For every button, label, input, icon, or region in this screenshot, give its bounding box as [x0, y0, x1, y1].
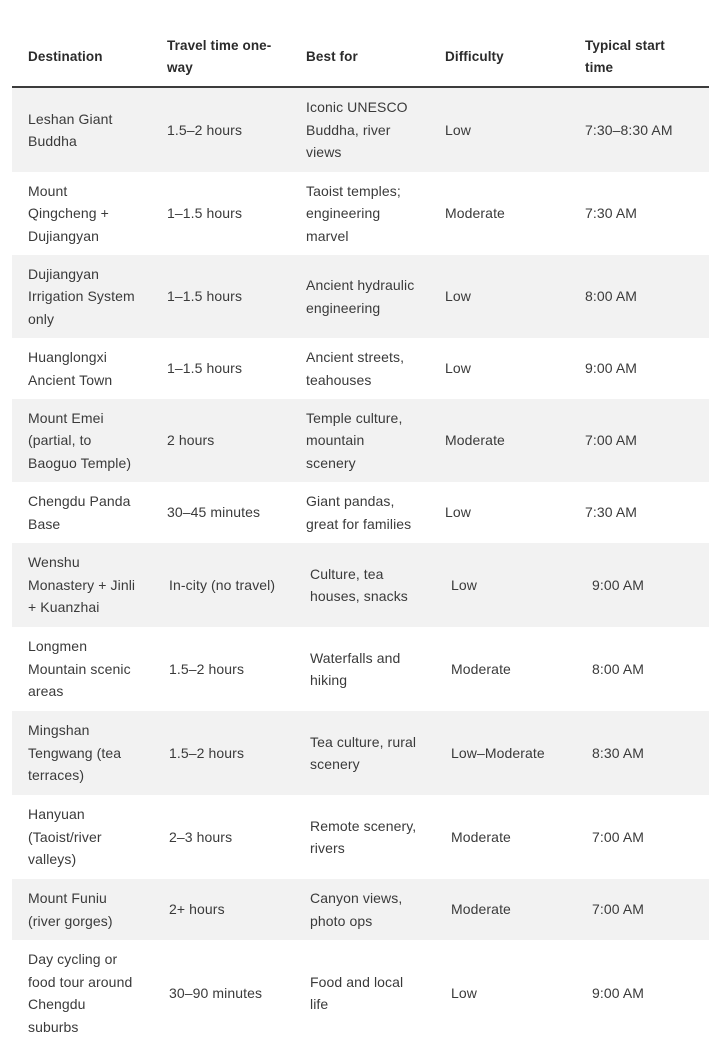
header-difficulty: Difficulty: [445, 49, 504, 64]
table-header-row: [12, 28, 709, 88]
cell-difficulty: Low: [451, 984, 477, 1001]
cell-travel-time: 1.5–2 hours: [169, 744, 245, 761]
cell-destination: Huanglongxi Ancient Town: [28, 349, 113, 388]
cell-destination: Mount Funiu (river gorges): [28, 890, 113, 929]
cell-travel-time: 1–1.5 hours: [167, 288, 243, 305]
table-row: [12, 627, 709, 711]
cell-start-time: 8:00 AM: [585, 288, 638, 305]
cell-travel-time: 30–90 minutes: [169, 984, 263, 1001]
cell-start-time: 8:00 AM: [592, 660, 645, 677]
cell-best-for: Waterfalls and hiking: [310, 649, 401, 688]
cell-travel-time: In-city (no travel): [169, 576, 276, 593]
cell-destination: Mount Emei (partial, to Baoguo Temple): [28, 409, 132, 471]
cell-best-for: Iconic UNESCO Buddha, river views: [306, 99, 408, 161]
table-row: [12, 795, 709, 879]
cell-difficulty: Low: [445, 288, 471, 305]
header-start-time: Typical start time: [585, 38, 665, 75]
cell-travel-time: 1–1.5 hours: [167, 360, 243, 377]
table-row: [12, 940, 709, 1046]
table-row: [12, 711, 709, 795]
cell-start-time: 7:00 AM: [592, 901, 645, 918]
cell-difficulty: Low: [445, 360, 471, 377]
table-body-block-b: [12, 543, 709, 1046]
header-destination: Destination: [28, 49, 103, 64]
cell-travel-time: 2 hours: [167, 432, 215, 449]
table-row: [12, 172, 709, 255]
cell-destination: Hanyuan (Taoist/river valleys): [28, 806, 102, 868]
header-best-for: Best for: [306, 49, 358, 64]
cell-destination: Leshan Giant Buddha: [28, 110, 113, 149]
cell-travel-time: 1–1.5 hours: [167, 205, 243, 222]
cell-destination: Mingshan Tengwang (tea terraces): [28, 722, 122, 784]
cell-best-for: Tea culture, rural scenery: [310, 733, 417, 772]
cell-best-for: Taoist temples; engineering marvel: [306, 182, 401, 244]
cell-difficulty: Moderate: [451, 901, 511, 918]
table-body-block-a: [12, 88, 709, 543]
cell-difficulty: Moderate: [451, 660, 511, 677]
cell-difficulty: Low: [445, 121, 471, 138]
cell-start-time: 7:30 AM: [585, 504, 638, 521]
cell-best-for: Culture, tea houses, snacks: [310, 565, 408, 604]
cell-best-for: Temple culture, mountain scenery: [306, 409, 403, 471]
table-row: [12, 338, 709, 399]
cell-difficulty: Moderate: [445, 432, 505, 449]
cell-travel-time: 2+ hours: [169, 901, 225, 918]
cell-destination: Dujiangyan Irrigation System only: [28, 265, 135, 327]
cell-best-for: Ancient hydraulic engineering: [306, 277, 415, 316]
cell-start-time: 7:00 AM: [585, 432, 638, 449]
cell-best-for: Remote scenery, rivers: [310, 817, 417, 856]
cell-start-time: 7:00 AM: [592, 828, 645, 845]
cell-start-time: 9:00 AM: [585, 360, 638, 377]
cell-start-time: 7:30 AM: [585, 205, 638, 222]
cell-travel-time: 1.5–2 hours: [167, 121, 243, 138]
cell-best-for: Canyon views, photo ops: [310, 890, 403, 929]
cell-difficulty: Moderate: [445, 205, 505, 222]
cell-difficulty: Moderate: [451, 828, 511, 845]
cell-destination: Wenshu Monastery + Jinli + Kuanzhai: [28, 554, 136, 616]
cell-destination: Mount Qingcheng + Dujiangyan: [28, 182, 109, 244]
cell-destination: Chengdu Panda Base: [28, 493, 131, 532]
cell-travel-time: 2–3 hours: [169, 828, 233, 845]
table-row: [12, 255, 709, 338]
cell-start-time: 8:30 AM: [592, 744, 645, 761]
cell-difficulty: Low: [451, 576, 477, 593]
table-row: [12, 543, 709, 627]
cell-best-for: Giant pandas, great for families: [306, 493, 412, 532]
cell-best-for: Food and local life: [310, 973, 404, 1012]
cell-difficulty: Low: [445, 504, 471, 521]
cell-start-time: 7:30–8:30 AM: [585, 121, 673, 138]
table-row: [12, 399, 709, 482]
cell-difficulty: Low–Moderate: [451, 744, 545, 761]
cell-best-for: Ancient streets, teahouses: [306, 349, 405, 388]
cell-start-time: 9:00 AM: [592, 576, 645, 593]
destinations-table: [12, 28, 709, 1035]
table-row: [12, 482, 709, 543]
cell-destination: Longmen Mountain scenic areas: [28, 638, 131, 700]
cell-travel-time: 30–45 minutes: [167, 504, 261, 521]
cell-destination: Day cycling or food tour around Chengdu suburbs: [28, 951, 133, 1035]
cell-start-time: 9:00 AM: [592, 984, 645, 1001]
table-row: [12, 88, 709, 172]
cell-travel-time: 1.5–2 hours: [169, 660, 245, 677]
table-row: [12, 879, 709, 940]
header-travel-time: Travel time one-way: [167, 38, 272, 75]
